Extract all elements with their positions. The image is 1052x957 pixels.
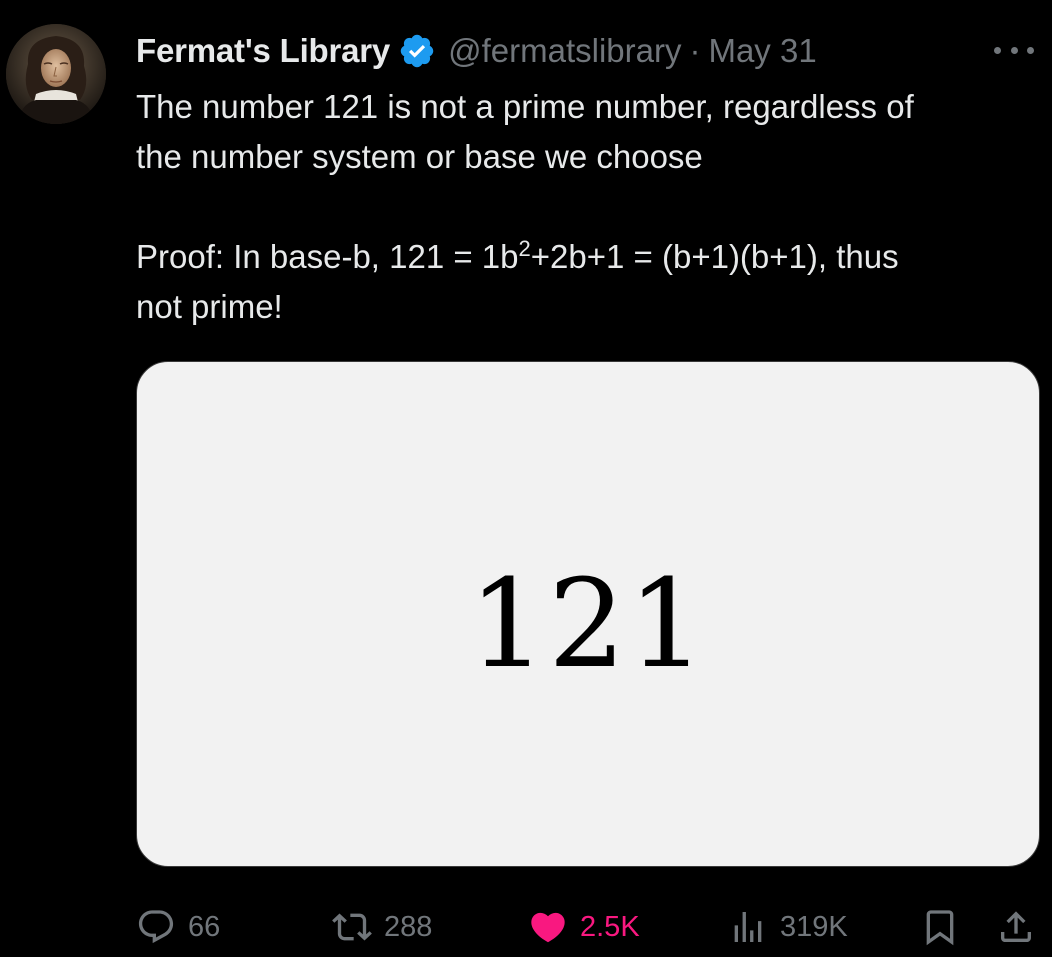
reply-count: 66 [188, 910, 221, 943]
action-bar [136, 903, 1040, 951]
media-number: 121 [468, 553, 708, 695]
reply-icon [136, 907, 176, 947]
share-button[interactable] [996, 903, 1036, 951]
heart-icon [528, 907, 568, 947]
proof-line-1 [136, 232, 1036, 282]
proof-prefix: Proof: In base-b, 121 = 1b [136, 238, 519, 275]
author-handle[interactable]: @fermatslibrary [448, 32, 682, 69]
tweet-media[interactable] [136, 361, 1040, 867]
views-icon [728, 907, 768, 947]
verified-badge-icon [398, 32, 436, 70]
share-icon [996, 907, 1036, 947]
like-button[interactable] [528, 903, 640, 951]
proof-line-2: not prime! [136, 288, 283, 325]
separator: · [689, 32, 701, 69]
text-line-1: The number 121 is not a prime number, regardless of [136, 88, 914, 125]
avatar[interactable] [6, 24, 106, 124]
more-options-icon[interactable] [994, 36, 1034, 64]
text-line-2: the number system or base we choose [136, 138, 703, 175]
retweet-icon [332, 907, 372, 947]
portrait-image [6, 24, 106, 124]
reply-button[interactable] [136, 903, 220, 951]
tweet-header [136, 26, 1046, 76]
bookmark-icon [920, 907, 960, 947]
tweet-date[interactable]: May 31 [708, 32, 817, 69]
retweet-button[interactable] [332, 903, 432, 951]
retweet-count: 288 [384, 910, 433, 943]
tweet-text [136, 82, 1036, 332]
bookmark-button[interactable] [920, 903, 960, 951]
proof-suffix: +2b+1 = (b+1)(b+1), thus [530, 238, 899, 275]
author-name[interactable]: Fermat's Library [136, 32, 391, 69]
proof-superscript: 2 [518, 236, 531, 261]
views-count: 319K [780, 910, 848, 943]
like-count: 2.5K [580, 910, 640, 943]
views-button[interactable] [728, 903, 848, 951]
